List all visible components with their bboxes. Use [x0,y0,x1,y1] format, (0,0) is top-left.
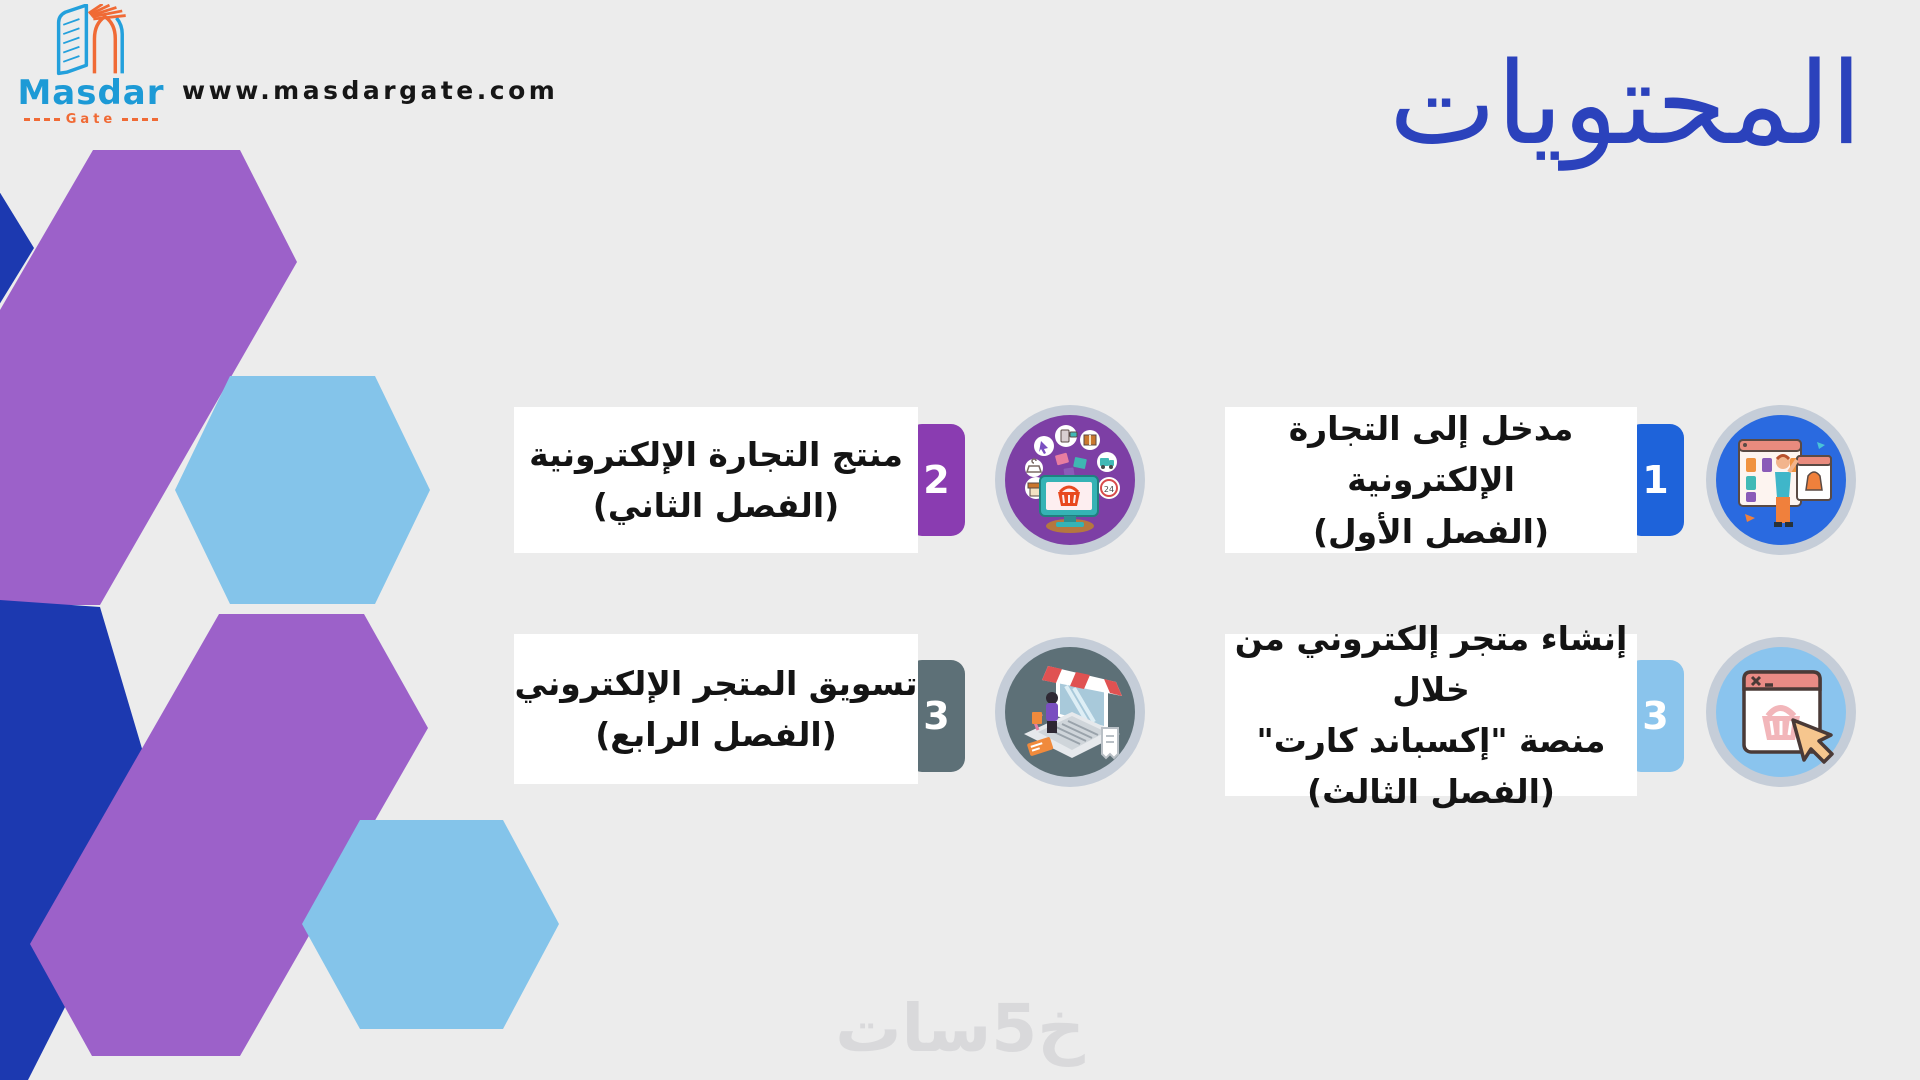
toc-item-3-number: 3 [1642,694,1669,738]
khamsat-watermark: خ5سات [835,990,1085,1067]
svg-text:24: 24 [1103,485,1115,494]
toc-item-3-line-1: إنشاء متجر إلكتروني من خلال [1234,618,1628,709]
page-title: المحتويات [1389,37,1862,170]
dash-divider [24,118,60,121]
book-gate-icon [31,4,151,78]
toc-item-2-icon [994,404,1146,556]
masdar-gate-logo [16,4,166,127]
toc-item-1-line-1: مدخل إلى التجارة الإلكترونية [1288,409,1574,500]
laptop-storefront-awning-illustration [994,636,1146,788]
toc-item-1-number: 1 [1642,458,1669,502]
toc-item-3-line-3: (الفصل الثالث) [1307,772,1555,812]
toc-item-2-number: 2 [923,458,950,502]
brand-subname: Gate [65,112,117,127]
toc-item-4-icon [994,636,1146,788]
toc-item-3-icon [1705,636,1857,788]
toc-item-4-line-2: (الفصل الرابع) [595,715,837,754]
browser-window-basket-cursor-illustration [1705,636,1857,788]
toc-item-3-line-2: منصة "إكسباند كارت" [1256,721,1606,760]
toc-item-3-box [1225,618,1637,812]
online-shopping-monitor-basket-illustration [994,404,1146,556]
shopper-browsing-store-windows-illustration [1705,404,1857,556]
toc-item-4-box [514,634,918,784]
toc-item-1-box [1225,407,1637,553]
toc-item-2-box [514,407,918,553]
toc-item-4-line-1: تسويق المتجر الإلكتروني [514,663,918,703]
toc-item-4-number: 3 [923,694,950,738]
dash-divider [122,118,158,121]
website-url: www.masdargate.com [182,76,559,105]
toc-item-2-line-2: (الفصل الثاني) [592,486,840,525]
toc-item-2-line-1: منتج التجارة الإلكترونية [529,434,903,474]
hexagon-light-blue-middle [175,376,430,604]
brand-name: Masdar [17,73,165,113]
toc-item-1-line-2: (الفصل الأول) [1312,511,1550,551]
toc-item-1-icon [1705,404,1857,556]
